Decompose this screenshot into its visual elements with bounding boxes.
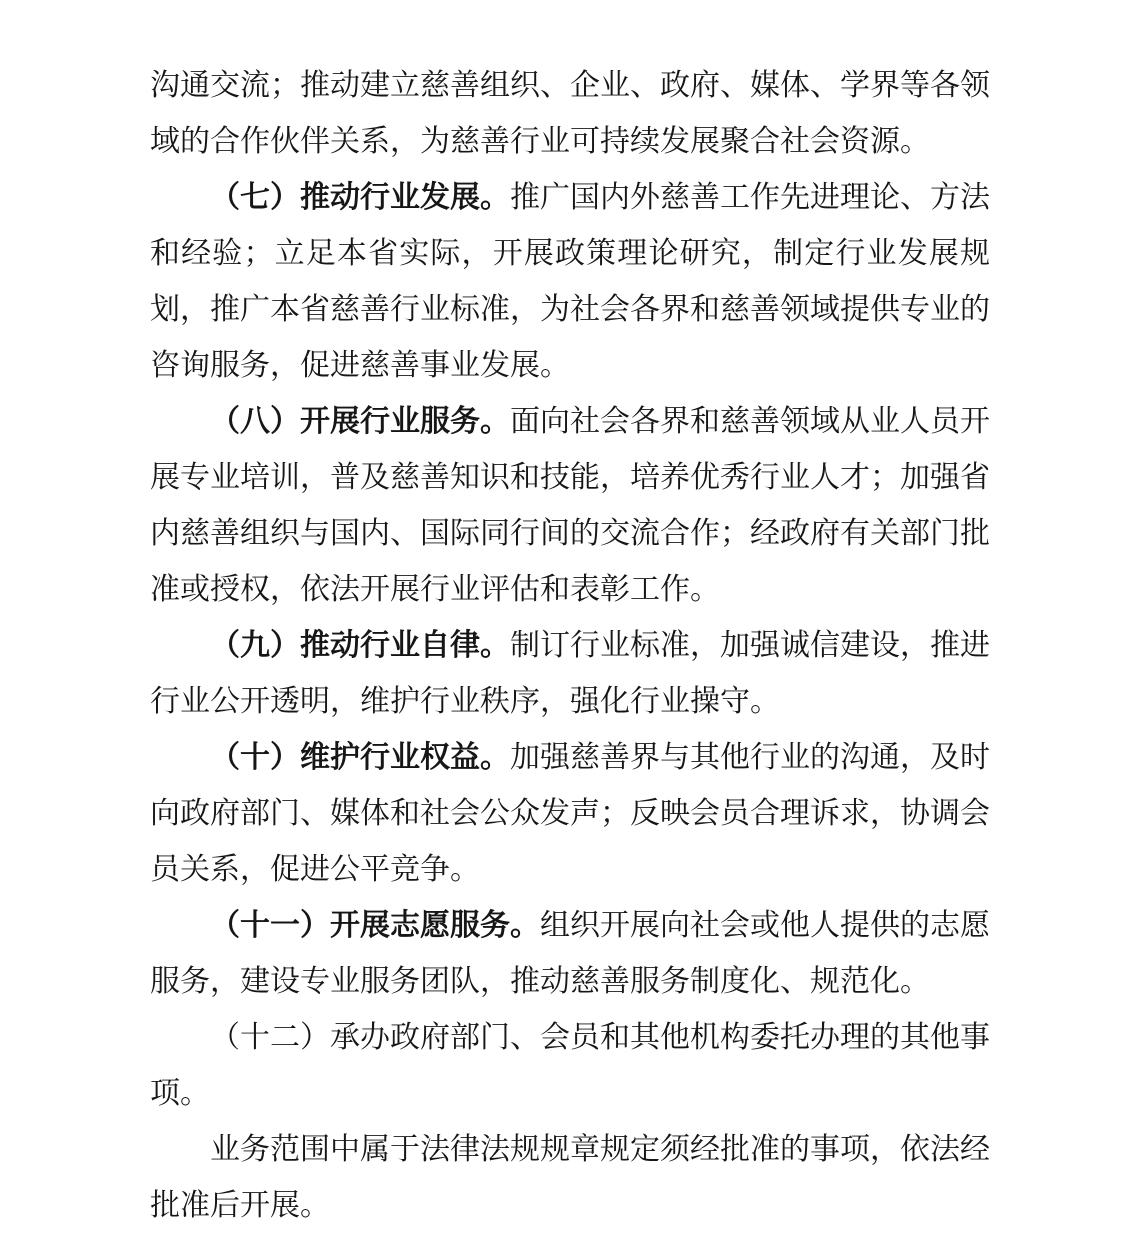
- paragraph-lead: （九）推动行业自律。: [210, 628, 510, 663]
- paragraph-text: （十二）承办政府部门、会员和其他机构委托办理的其他事项。: [150, 1020, 990, 1111]
- paragraph-text: 推广国内外慈善工作先进理论、方法和经验；立足本省实际，开展政策理论研究，制定行业发展规划，推广本省慈善行业标准，为社会各界和慈善领域提供专业的咨询服务，促进慈善事业发展。: [150, 180, 990, 383]
- para-item-10: [150, 730, 990, 898]
- document-body: [150, 58, 990, 1234]
- para-continuation: [150, 58, 990, 170]
- para-item-12: [150, 1010, 990, 1122]
- para-item-11: [150, 898, 990, 1010]
- para-item-9: [150, 618, 990, 730]
- paragraph-lead: （十一）开展志愿服务。: [210, 908, 540, 943]
- paragraph-text: 面向社会各界和慈善领域从业人员开展专业培训，普及慈善知识和技能，培养优秀行业人才；加强省内慈善组织与国内、国际同行间的交流合作；经政府有关部门批准或授权，依法开展行业评估和表彰工作。: [150, 404, 990, 607]
- paragraph-text: 沟通交流；推动建立慈善组织、企业、政府、媒体、学界等各领域的合作伙伴关系，为慈善行业可持续发展聚合社会资源。: [150, 68, 990, 159]
- para-item-7: [150, 170, 990, 394]
- para-approval-note: [150, 1122, 990, 1234]
- paragraph-lead: （八）开展行业服务。: [210, 404, 510, 439]
- paragraph-lead: （十）维护行业权益。: [210, 740, 510, 775]
- paragraph-text: 业务范围中属于法律法规规章规定须经批准的事项，依法经批准后开展。: [150, 1132, 990, 1223]
- paragraph-text: 加强慈善界与其他行业的沟通，及时向政府部门、媒体和社会公众发声；反映会员合理诉求，协调会员关系，促进公平竞争。: [150, 740, 990, 887]
- para-item-8: [150, 394, 990, 618]
- paragraph-text: 制订行业标准，加强诚信建设，推进行业公开透明，维护行业秩序，强化行业操守。: [150, 628, 990, 719]
- paragraph-text: 组织开展向社会或他人提供的志愿服务，建设专业服务团队，推动慈善服务制度化、规范化。: [150, 908, 990, 999]
- paragraph-lead: （七）推动行业发展。: [210, 180, 510, 215]
